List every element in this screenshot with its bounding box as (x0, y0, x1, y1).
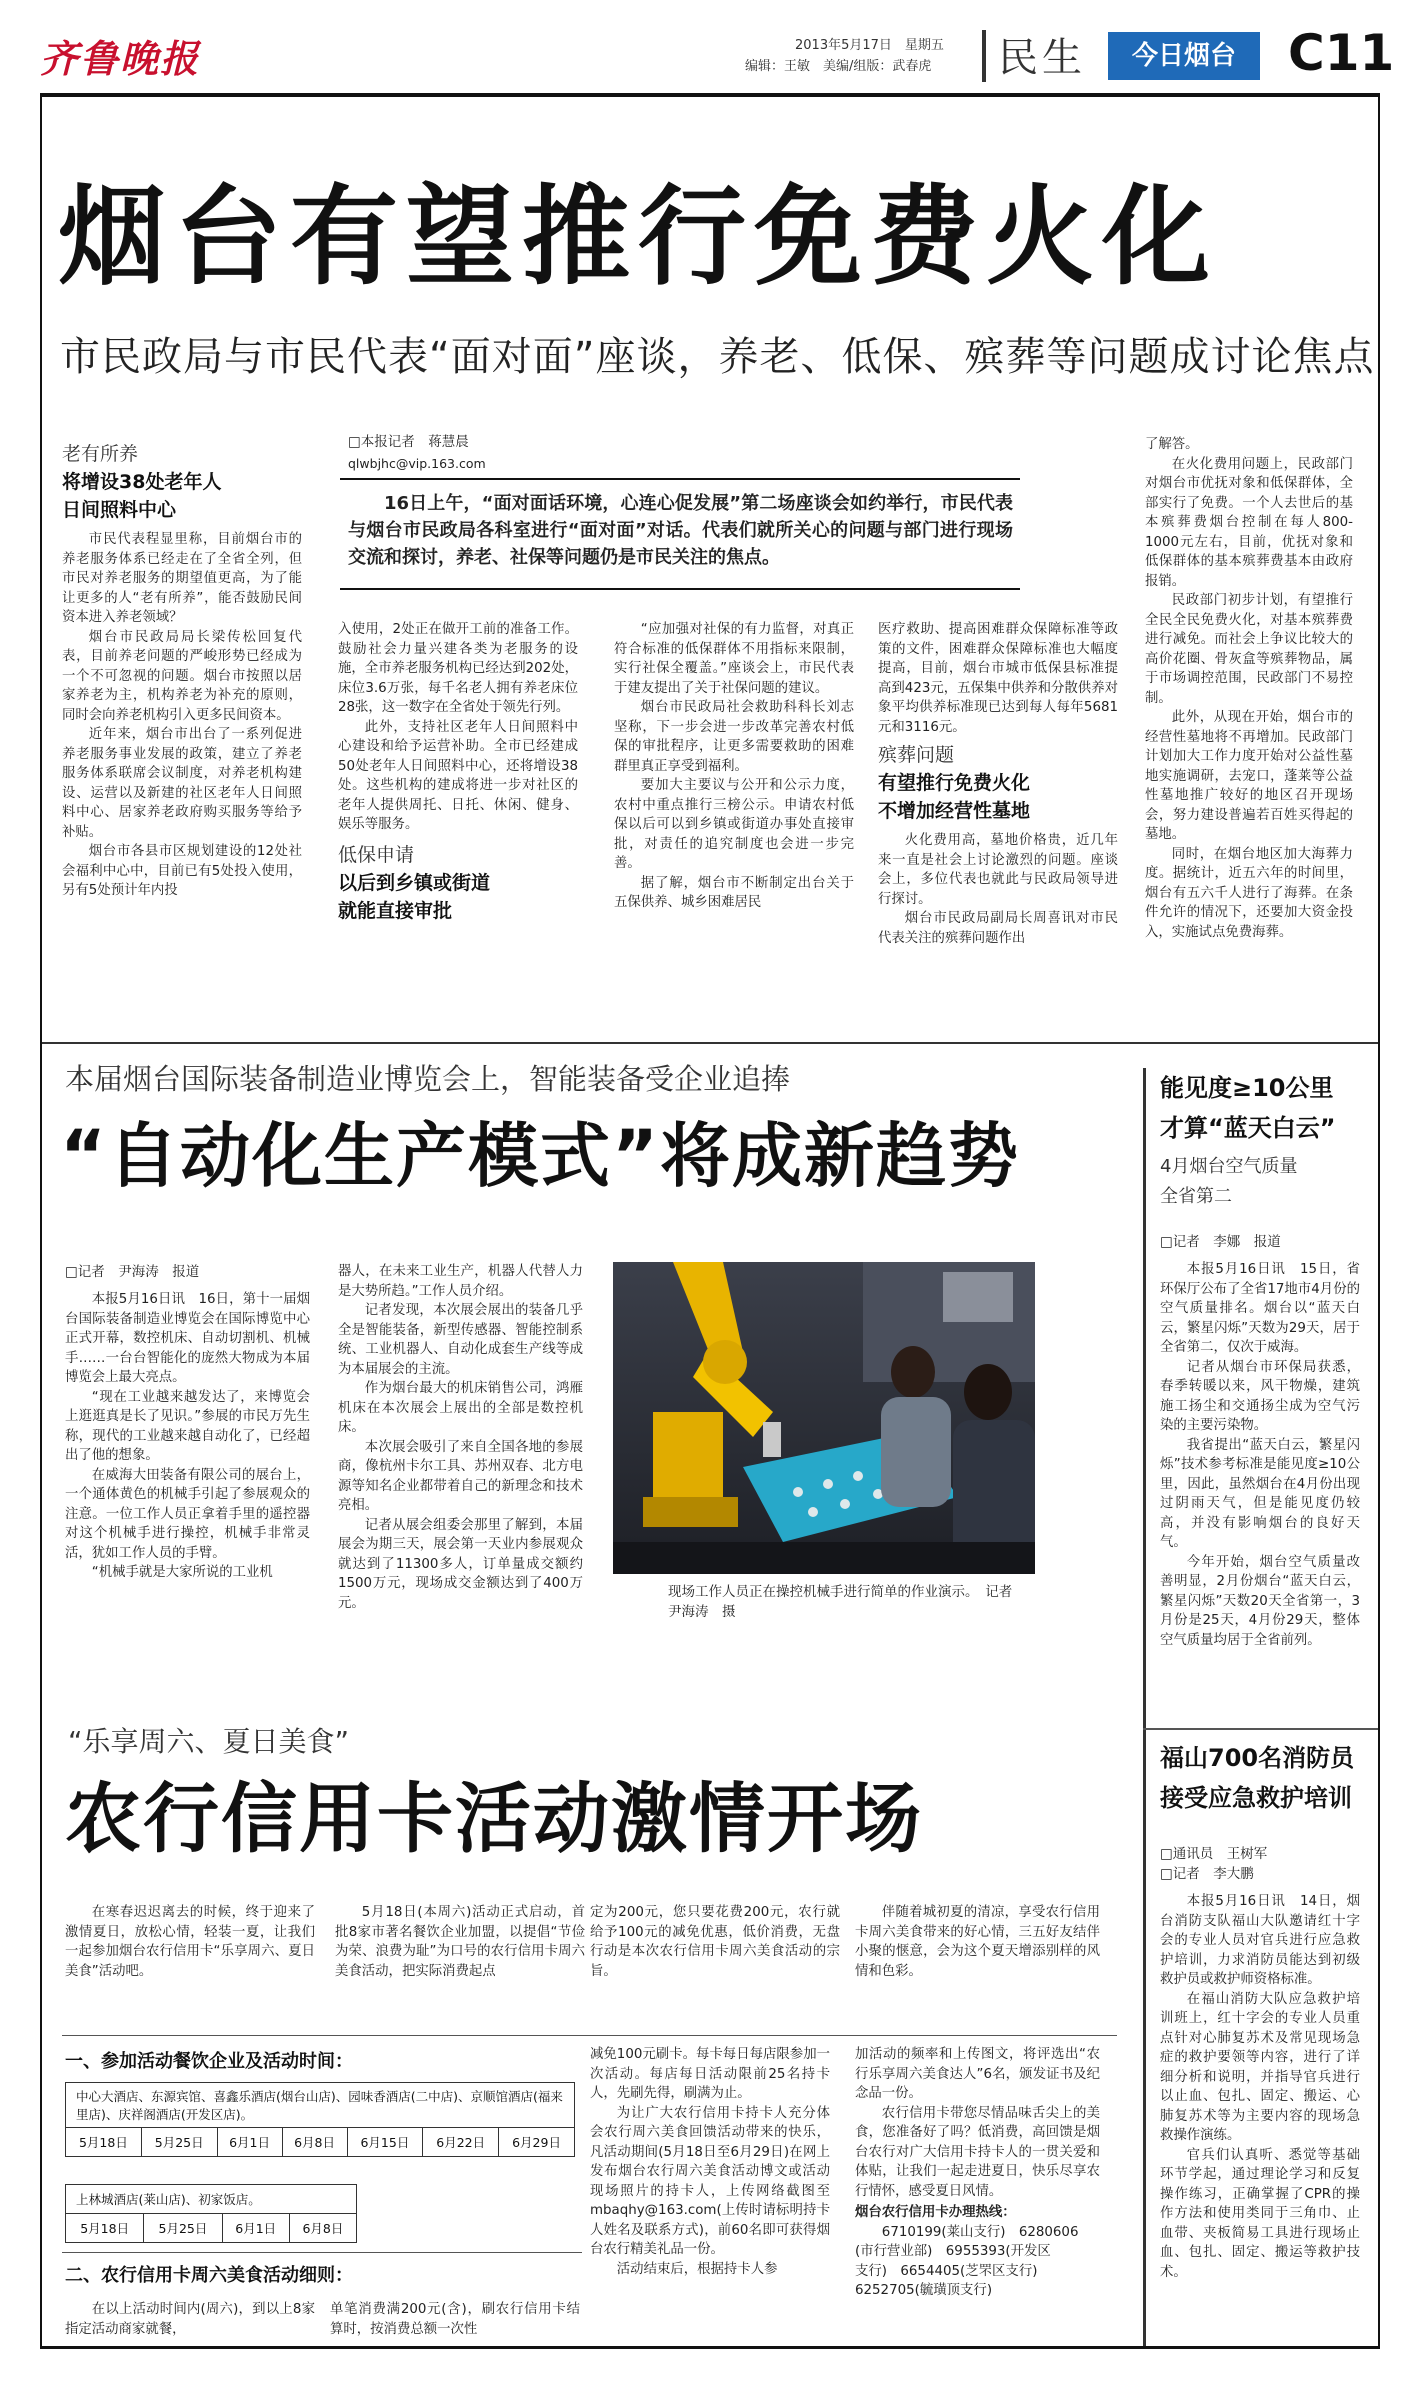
paragraph: 本报5月16日讯 14日，烟台消防支队福山大队邀请红十字会的专业人员对官兵进行应急救护培训，力求消防员能达到初级救护员或救护师资格标准。 (1160, 1894, 1360, 1987)
rules-section-heading: 二、农行信用卡周六美食活动细则： (65, 2265, 353, 2286)
sidebar-byline: □通讯员 王树军 (1160, 1846, 1268, 1862)
venue-list: 上林城酒店(莱山店)、初家饭店。 (66, 2185, 357, 2214)
story2-column-2 (338, 1262, 583, 1613)
paragraph: 本次展会吸引了来自全国各地的参展商，像杭州卡尔工具、苏州双春、北方电源等知名企业都带着自己的新理念和技术亮相。 (338, 1439, 583, 1513)
paragraph: 加活动的频率和上传图文，将评选出“农行乐享周六美食达人”6名，颁发证书及纪念品一份。 (855, 2047, 1100, 2101)
section-tag: 今日烟台 (1108, 32, 1260, 80)
sidebar-rule (1143, 1068, 1146, 1728)
paragraph: “现在工业越来越发达了，来博览会上逛逛真是长了见识。”参展的市民万先生称，现代的工业越来越自动化了，已经超出了他的想象。 (65, 1389, 310, 1463)
headline-main: 烟台有望推行免费火化 (58, 175, 1219, 300)
rules-divider (62, 2252, 582, 2253)
story1-column-4 (878, 620, 1118, 948)
photo-caption: 现场工作人员正在操控机械手进行简单的作业演示。 记者 尹海涛 摄 (668, 1584, 1026, 1620)
section-heading: 日间照料中心 (62, 499, 177, 521)
story1-column-2 (338, 620, 578, 925)
paragraph: 烟台市各县市区规划建设的12处社会福利中心中，目前已有5处投入使用，另有5处预计年内投 (62, 844, 302, 898)
story3-column-4-bottom (855, 2045, 1100, 2301)
sidebar-byline: □记者 李娜 报道 (1160, 1234, 1281, 1250)
story2-headline: “自动化生产模式”将成新趋势 (60, 1115, 1021, 1197)
schedule-date: 5月25日 (141, 2128, 217, 2157)
hotline-line: (市行营业部) 6955393(开发区 (855, 2244, 1051, 2259)
right-rule (1378, 97, 1380, 2347)
editor-credits: 编辑：王敏 美编/组版：武春虎 (745, 59, 932, 74)
paragraph: 民政部门初步计划，有望推行全民全民免费火化，对基本殡葬费进行减免。而社会上争议比较大的高价花圈、骨灰盒等殡葬物品，属于市场调控范围，民政部门不易控制。 (1145, 593, 1353, 706)
page-number: C11 (1288, 24, 1395, 82)
paragraph: 火化费用高，墓地价格贵，近几年来一直是社会上讨论激烈的问题。座谈会上，多位代表也就此与民政局领导进行探讨。 (878, 833, 1118, 907)
paragraph: 烟台市民政局副局长周喜讯对市民代表关注的殡葬问题作出 (878, 911, 1118, 946)
venues-section-heading: 一、参加活动餐饮企业及活动时间： (65, 2051, 353, 2072)
left-rule (40, 97, 42, 2347)
section-heading: 就能直接审批 (338, 899, 453, 922)
schedule-date: 5月25日 (144, 2214, 222, 2243)
paragraph: 单笔消费满200元(含)，刷农行信用卡结算时，按消费总额一次性 (330, 2302, 580, 2337)
section-label: 殡葬问题 (878, 744, 955, 766)
paragraph: 在威海大田装备有限公司的展台上，一个通体黄色的机械手引起了参展观众的注意。一位工作人员正拿着手里的遥控器对这个机械手进行操控，机械手非常灵活，犹如工作人员的手臂。 (65, 1467, 310, 1561)
sidebar-heading: 接受应急救护培训 (1160, 1784, 1352, 1812)
story3-headline: 农行信用卡活动激情开场 (65, 1774, 923, 1863)
schedule-date: 6月15日 (347, 2128, 423, 2157)
top-rule (40, 93, 1380, 97)
story3-column-2 (335, 1903, 585, 1981)
paragraph: 活动结束后，根据持卡人参 (616, 2261, 778, 2277)
hotline-title: 烟台农行信用卡办理热线： (855, 2205, 1016, 2220)
lead-box-bottom (340, 588, 1020, 590)
story1-lead: 16日上午，“面对面话环境，心连心促发展”第二场座谈会如约举行，市民代表与烟台市民政局各科室进行“面对面”对话。代表们就所关心的问题与部门进行现场交流和探讨，养老、社保等问题仍是市民关注的焦点。 (348, 493, 1013, 568)
hotline-line: 6710199(莱山支行) 6280606 (881, 2224, 1079, 2240)
sidebar-heading: 能见度≥10公里 (1160, 1074, 1334, 1102)
story1-column-5 (1145, 435, 1353, 942)
hotline-line: 6252705(毓璜顶支行) (855, 2283, 993, 2298)
schedule-date: 6月29日 (499, 2128, 575, 2157)
paragraph: 作为烟台最大的机床销售公司，鸿雁机床在本次展会上展出的全部是数控机床。 (338, 1381, 583, 1435)
rules-text-2 (330, 2300, 580, 2339)
story3-column-3-bottom (590, 2045, 830, 2279)
schedule-date: 6月22日 (423, 2128, 499, 2157)
section-heading: 有望推行免费火化 (878, 772, 1031, 794)
story3-kicker: “乐享周六、夏日美食” (68, 1725, 350, 1758)
story3-column-4-top (855, 1903, 1100, 1981)
lead-box-top (340, 478, 1020, 480)
paragraph: 为让广大农行信用卡持卡人充分体会农行周六美食回馈活动带来的快乐，凡活动期间(5月18日至6月29日)在网上发布烟台农行周六美食活动博文或活动现场照片的持卡人，上传网络截图至mbaqhy@163.com(上传时请标明持卡人姓名及联系方式)，前60名即可获得烟台农行精美礼品一份。 (590, 2105, 830, 2257)
paragraph: 我省提出“蓝天白云，繁星闪烁”技术参考标准是能见度≥10公里，因此，虽然烟台在4月份出现过阴雨天气，但是能见度仍较高，并没有影响烟台的良好天气。 (1160, 1437, 1360, 1550)
paragraph: 据了解，烟台市不断制定出台关于五保供养、城乡困难居民 (614, 875, 854, 910)
story1-byline: □本报记者 蒋慧晨 (348, 434, 469, 450)
paragraph: 在寒春迟迟离去的时候，终于迎来了激情夏日，放松心情，轻装一夏，让我们一起参加烟台农行信用卡“乐享周六、夏日美食”活动吧。 (65, 1905, 315, 1979)
paragraph: 伴随着城初夏的清凉，享受农行信用卡周六美食带来的好心情，三五好友结伴小聚的惬意，会为这个夏天增添别样的风情和色彩。 (855, 1905, 1100, 1979)
paragraph: 本报5月16日讯 15日，省环保厅公布了全省17地市4月份的空气质量排名。烟台以“蓝天白云，繁星闪烁”天数为29天，居于全省第二，仅次于威海。 (1160, 1262, 1360, 1355)
paragraph: 记者从展会组委会那里了解到，本届展会为期三天，展会第一天业内参展观众就达到了11300多人，订单量成交额约1500万元，现场成交金额达到了400万元。 (338, 1517, 583, 1611)
issue-date: 2013年5月17日 星期五 (795, 38, 944, 53)
venue-schedule-table-1 (65, 2082, 575, 2157)
paragraph: 减免100元刷卡。每卡每日每店限参加一次活动。每店每日活动限前25名持卡人，先刷先得，刷满为止。 (590, 2047, 830, 2101)
paragraph: 今年开始，烟台空气质量改善明显，2月份烟台“蓝天白云，繁星闪烁”天数20天全省第一，3月份是25天，4月份29天，整体空气质量均居于全省前列。 (1160, 1554, 1360, 1648)
paragraph: 烟台市民政局局长梁传松回复代表，目前养老问题的严峻形势已经成为一个不可忽视的问题。烟台市按照以居家养老为主，机构养老为补充的原则，同时会向养老机构引入更多民间资本。 (62, 629, 302, 723)
story-divider (42, 1042, 1378, 1044)
paragraph: 入使用，2处正在做开工前的准备工作。鼓励社会力量兴建各类为老服务的设施，全市养老服务机构已经达到202处，床位3.6万张，每千名老人拥有养老床位28张，这一数字在全省处于领先行列。 (338, 622, 578, 715)
paragraph: 市民代表程显里称，目前烟台市的养老服务体系已经走在了全省全列，但市民对养老服务的期望值更高，为了能让更多的人“老有所养”，能否鼓励民间资本进入养老领域？ (62, 532, 302, 625)
paragraph: 官兵们认真听、悉觉等基础环节学起，通过理论学习和反复操作练习，正确掌握了CPR的操作方法和使用类同于三角巾、止血带、夹板简易工具进行现场止血、包扎、固定、搬运等救护技术。 (1160, 2147, 1360, 2280)
headline-main-subhead: 市民政局与市民代表“面对面”座谈，养老、低保、殡葬等问题成讨论焦点 (60, 334, 1375, 380)
story2-column-1 (65, 1290, 310, 1583)
paragraph: 烟台市民政局社会救助科科长刘志坚称，下一步会进一步改革完善农村低保的审批程序，让更多需要救助的困难群里真正享受到福利。 (614, 700, 854, 774)
paragraph: 农行信用卡带您尽情品味舌尖上的美食，您准备好了吗？低消费，高回馈是烟台农行对广大信用卡持卡人的一贯关爱和体贴，让我们一起走进夏日，快乐尽享农行情怀，感受夏日风情。 (855, 2105, 1100, 2199)
masthead-logo: 齐鲁晚报 (40, 36, 201, 81)
paragraph: 在福山消防大队应急救护培训班上，红十字会的专业人员重点针对心肺复苏术及常见现场急症的救护要领等内容，进行了详细分析和说明，并指导官兵进行以止血、包扎、固定、搬运、心肺复苏术等为主要内容的现场急救操作演练。 (1160, 1991, 1360, 2143)
section-heading: 将增设38处老年人 (62, 471, 222, 493)
sidebar-divider (1143, 1728, 1378, 1730)
section-label: 老有所养 (62, 443, 139, 465)
rules-text-1 (65, 2300, 315, 2339)
paragraph: 医疗救助、提高困难群众保障标准等政策的文件，困难群众保障标准也大幅度提高，目前，烟台市城市低保县标准提高到423元，五保集中供养和分散供养对象平均供养标准现已达到每人每年5681元和3116元。 (878, 622, 1118, 735)
robot-arm-photo (613, 1262, 1035, 1574)
paragraph: 近年来，烟台市出台了一系列促进养老服务事业发展的政策，建立了养老服务体系联席会议制度，对养老机构建设、运营以及新建的社区老年人日间照料中心、居家养老政府购买服务等给予补贴。 (62, 727, 302, 840)
section-title: 民生 (998, 35, 1086, 81)
paragraph: 此外，从现在开始，烟台市的经营性墓地将不再增加。民政部门计划加大工作力度开始对公益性墓地实施调研，去宠口，蓬莱等公益性墓地推广较好的地区召开现场会，努力建设普遍若百姓买得起的墓地。 (1145, 710, 1353, 842)
section-heading: 以后到乡镇或街道 (338, 871, 491, 894)
paragraph: 此外，支持社区老年人日间照料中心建设和给予运营补助。全市已经建成50处老年人日间照料中心，还将增设38处。这些机构的建成将进一步对社区的老年人提供周托、日托、休闲、健身、娱乐等服务。 (338, 719, 578, 832)
section-label: 低保申请 (338, 843, 415, 866)
venue-schedule-table-2 (65, 2184, 357, 2243)
paragraph: 要加大主要议与公开和公示力度，农村中重点推行三榜公示。申请农村低保以后可以到乡镇或街道办事处直接审批，对责任的追究制度也会进一步完善。 (614, 778, 854, 871)
robot-arm-photo-illustration (613, 1262, 1035, 1574)
sidebar-subheading: 全省第二 (1160, 1186, 1232, 1207)
story1-email: qlwbjhc@vip.163.com (348, 456, 486, 471)
sidebar-subheading: 4月烟台空气质量 (1160, 1156, 1298, 1177)
sidebar-byline: □记者 李大鹏 (1160, 1866, 1254, 1882)
section-heading: 不增加经营性墓地 (878, 800, 1031, 822)
paragraph: 在以上活动时间内(周六)，到以上8家指定活动商家就餐， (65, 2302, 315, 2337)
paragraph: “机械手就是大家所说的工业机 (91, 1565, 273, 1580)
paragraph: 器人，在未来工业生产，机器人代替人力是大势所趋。”工作人员介绍。 (338, 1264, 583, 1299)
story3-divider (62, 2035, 1117, 2036)
paragraph: “应加强对社保的有力监督，对真正符合标准的低保群体不用指标来限制，实行社保全覆盖。”座谈会上，市民代表于建友提出了关于社保问题的建议。 (614, 622, 854, 696)
schedule-date: 5月18日 (66, 2128, 142, 2157)
paragraph: 5月18日(本周六)活动正式启动，首批8家市著名餐饮企业加盟，以提倡“节俭为荣、浪费为耻”为口号的农行信用卡周六美食活动，把实际消费起点 (335, 1905, 585, 1979)
story3-column-3-top (590, 1903, 840, 1981)
paragraph: 在火化费用问题上，民政部门对烟台市优抚对象和低保群体，全部实行了免费。一个人去世后的基本殡葬费烟台控制在每人800-1000元左右，目前，优抚对象和低保群体的基本殡葬费基本由政府报销。 (1145, 456, 1353, 589)
paragraph: 记者发现，本次展会展出的装备几乎全是智能装备，新型传感器、智能控制系统、工业机器人、自动化成套生产线等成为本届展会的主流。 (338, 1303, 583, 1377)
sidebar-air-quality (1160, 1068, 1360, 1650)
story3-column-1 (65, 1903, 315, 1981)
header-divider (982, 30, 986, 82)
paragraph: 记者从烟台市环保局获悉，春季转暖以来，风干物燥，建筑施工扬尘和交通扬尘成为空气污染的主要污染物。 (1160, 1359, 1360, 1433)
venue-list: 中心大酒店、东源宾馆、喜鑫乐酒店(烟台山店)、园味香酒店(二中店)、京顺馆酒店(福来里店)、庆祥阁酒店(开发区店)。 (66, 2083, 575, 2128)
story2-byline: □记者 尹海涛 报道 (65, 1264, 200, 1280)
schedule-date: 5月18日 (66, 2214, 144, 2243)
schedule-date: 6月1日 (222, 2214, 289, 2243)
paragraph: 了解答。 (1145, 437, 1199, 452)
story2-kicker: 本届烟台国际装备制造业博览会上，智能装备受企业追捧 (65, 1062, 791, 1096)
story1-column-3 (614, 620, 854, 913)
paragraph: 定为200元，您只要花费200元，农行就给予100元的减免优惠，低价消费，无盘行动是本次农行信用卡周六美食活动的宗旨。 (590, 1905, 840, 1979)
schedule-date: 6月1日 (217, 2128, 282, 2157)
hotline-line: 支行) 6654405(芝罘区支行) (855, 2263, 1038, 2279)
paragraph: 本报5月16日讯 16日，第十一届烟台国际装备制造业博览会在国际博览中心正式开幕，数控机床、自动切割机、机械手……一台台智能化的庞然大物成为本届博览会上最大亮点。 (65, 1292, 310, 1385)
schedule-date: 6月8日 (282, 2128, 347, 2157)
sidebar-rule (1143, 1730, 1146, 2346)
bottom-rule (40, 2346, 1380, 2349)
sidebar-heading: 福山700名消防员 (1160, 1744, 1355, 1772)
paragraph: 同时，在烟台地区加大海葬力度。据统计，近五六年的时间里，烟台有五六千人进行了海葬。在条件允许的情况下，还要加大资金投入，实施试点免费海葬。 (1145, 846, 1353, 940)
schedule-date: 6月8日 (289, 2214, 356, 2243)
sidebar-fire-training (1160, 1738, 1360, 2282)
sidebar-heading: 才算“蓝天白云” (1160, 1114, 1336, 1142)
story1-column-1 (62, 440, 302, 901)
